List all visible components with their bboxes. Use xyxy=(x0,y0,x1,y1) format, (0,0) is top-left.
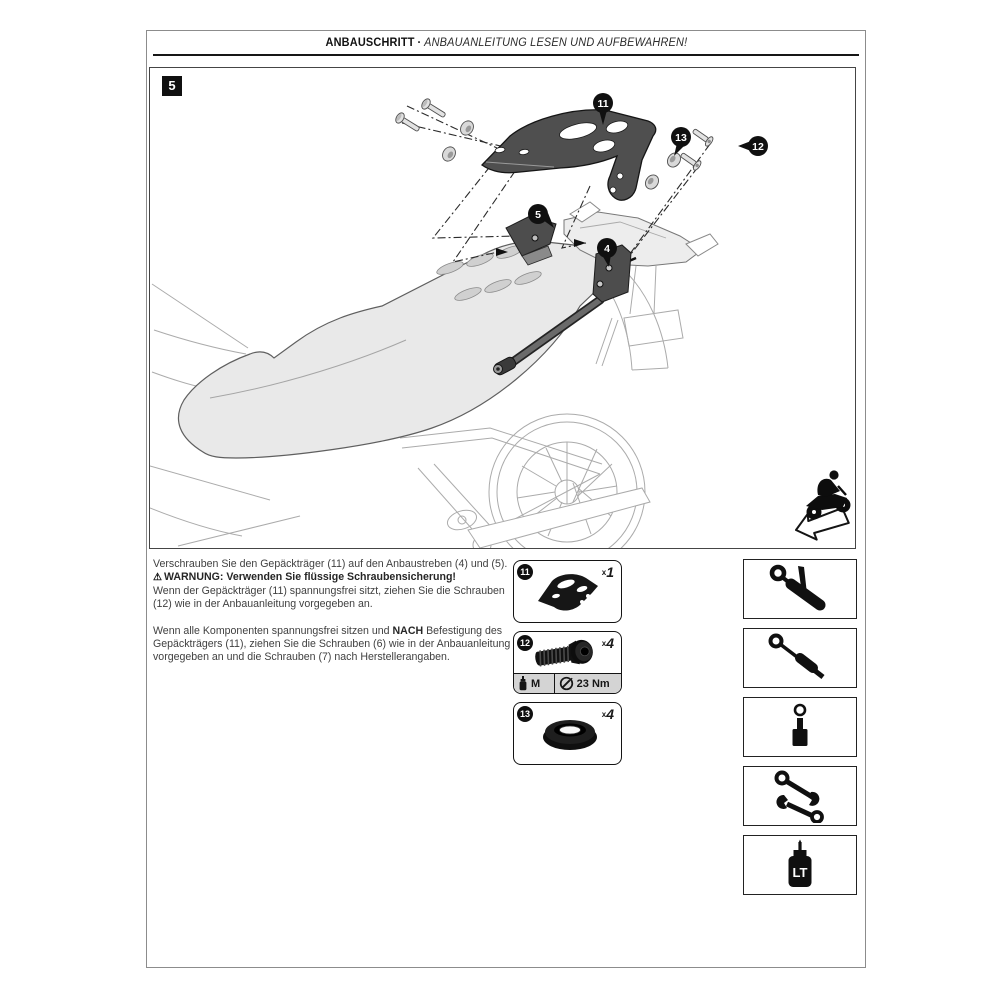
instr-line-1: Verschrauben Sie den Gepäckträger (11) auf den Anbaustreben (4) und (5). xyxy=(153,558,508,570)
tools-list xyxy=(743,559,858,904)
adhesive-cell xyxy=(514,674,555,693)
part-box-13 xyxy=(513,702,622,765)
fastening-spec-bar xyxy=(514,673,621,693)
part-number-badge: 13 xyxy=(517,706,533,722)
adhesive-label: M xyxy=(531,677,541,690)
instruction-paragraph-1 xyxy=(153,558,511,612)
part-box-12 xyxy=(513,631,622,694)
part-box-11 xyxy=(513,560,622,623)
instr-line-2: Wenn der Gepäckträger (11) spannungsfrei sitzt, ziehen Sie die Schrauben (12) wie in der Anbauanleitung vorgegeben an. xyxy=(153,584,505,611)
header-title: ANBAUSCHRITT xyxy=(325,37,415,49)
exploded-view-diagram xyxy=(150,68,855,548)
header-rule xyxy=(153,54,859,56)
part-quantity: x4 xyxy=(601,635,614,651)
riding-direction-icon xyxy=(793,470,851,543)
ratchet-with-bit-icon xyxy=(762,564,838,614)
torque-cell xyxy=(555,674,621,693)
luggage-rack xyxy=(482,110,656,200)
torque-screwdriver-icon xyxy=(762,633,838,683)
combination-wrenches-icon xyxy=(762,769,838,823)
page-border xyxy=(146,30,866,968)
warning-line: ⚠ WARNUNG: Verwenden Sie flüssige Schraubensicherung! xyxy=(153,571,456,584)
callout-12 xyxy=(738,136,768,156)
tool-box-torque-screwdriver xyxy=(743,628,857,688)
instruction-paragraph-2: Wenn alle Komponenten spannungsfrei sitzen und NACH Befestigung des Gepäckträgers (11), ziehen Sie die Schrauben (6) wie in der Anbauanleitung vorgegeben an und die Schrauben (7) nach Herstellerangaben. xyxy=(153,624,511,664)
header-subtitle: ANBAUANLEITUNG LESEN UND AUFBEWAHREN! xyxy=(423,37,687,49)
part-number-badge: 12 xyxy=(517,635,533,651)
parts-list xyxy=(513,560,623,773)
callout-13 xyxy=(671,127,691,156)
tool-box-threadlocker xyxy=(743,835,857,895)
threadlocker-bottle-icon xyxy=(762,839,838,891)
svg-text:11: 11 xyxy=(597,98,609,110)
page-header xyxy=(147,37,865,49)
part-quantity: x1 xyxy=(601,564,614,580)
instruction-text xyxy=(153,558,511,678)
part-number-badge: 11 xyxy=(517,564,533,580)
left-washer xyxy=(440,144,458,163)
svg-text:5: 5 xyxy=(535,209,541,221)
step-number-badge: 5 xyxy=(162,76,182,96)
illustration-box xyxy=(149,67,856,549)
svg-text:4: 4 xyxy=(604,243,610,255)
svg-text:12: 12 xyxy=(752,141,764,153)
tool-box-socket xyxy=(743,697,857,757)
svg-text:13: 13 xyxy=(675,132,687,144)
left-washer xyxy=(458,118,476,137)
part-quantity: x4 xyxy=(601,706,614,722)
torque-value: 23 Nm xyxy=(576,677,610,690)
tool-box-ratchet xyxy=(743,559,857,619)
warning-icon: ⚠ xyxy=(153,572,162,584)
threadlocker-icon xyxy=(518,676,528,691)
tool-box-wrenches xyxy=(743,766,857,826)
socket-bit-icon xyxy=(762,702,838,752)
bottle-label: LT xyxy=(792,865,808,880)
torque-wrench-icon xyxy=(559,676,574,691)
seat xyxy=(178,242,627,458)
nach-emphasis: NACH xyxy=(392,624,424,637)
header-separator: · xyxy=(417,37,421,49)
